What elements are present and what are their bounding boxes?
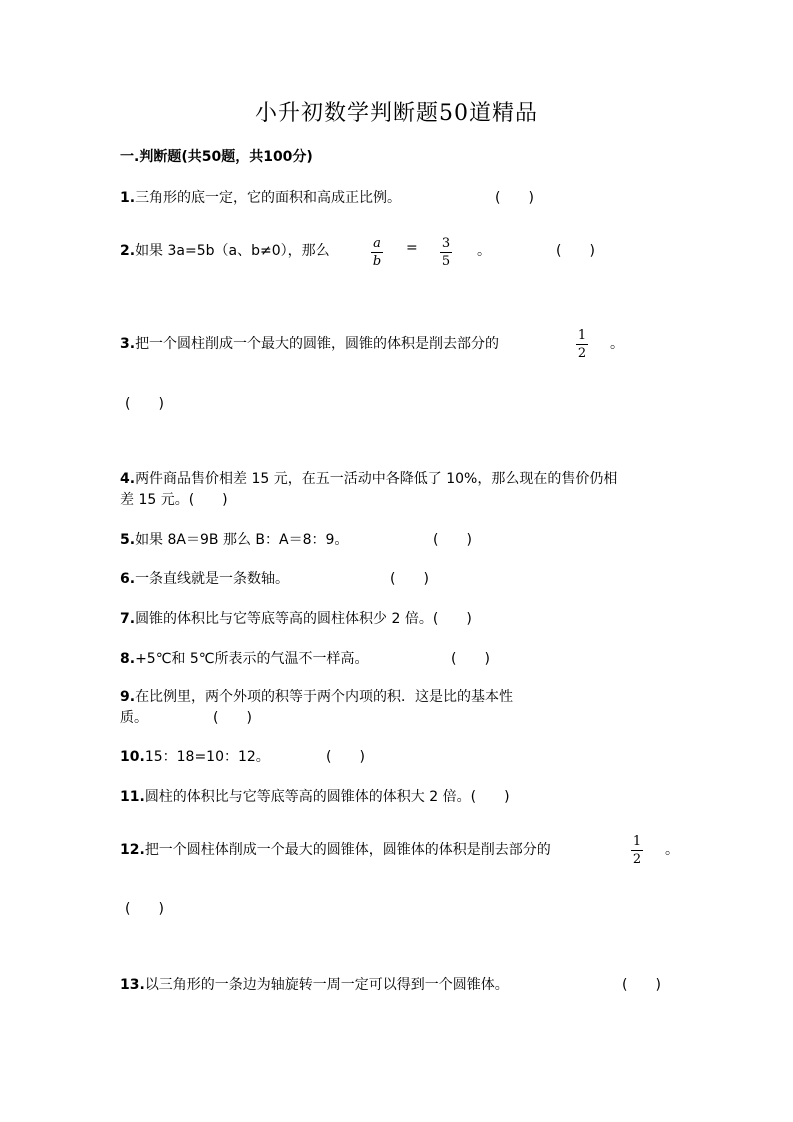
question-5 (120, 529, 348, 549)
answer-parentheses[interactable]: ( ) (213, 710, 252, 726)
question-text: 15：18=10：12。 (144, 749, 270, 765)
question-text: 把一个圆柱体削成一个最大的圆锥体，圆锥体的体积是削去部分的 (144, 842, 551, 858)
question-number: 6. (120, 571, 136, 587)
answer-parentheses[interactable]: ( ) (433, 532, 472, 548)
fraction-numerator: a (373, 236, 381, 251)
question-text: 以三角形的一条边为轴旋转一周一定可以得到一个圆锥体。 (144, 977, 509, 993)
question-number: 9. (120, 689, 136, 705)
question-1 (120, 187, 401, 207)
section-heading: 一.判断题(共50题，共100分) (120, 149, 313, 165)
question-text: 三角形的底一定，它的面积和高成正比例。 (135, 190, 402, 206)
question-text: 两件商品售价相差 15 元，在五一活动中各降低了 10%，那么现在的售价仍相 (135, 471, 618, 487)
question-2 (120, 240, 330, 260)
question-tail: 。 (665, 842, 679, 858)
question-number: 10. (120, 749, 145, 765)
question-number: 8. (120, 651, 136, 667)
question-tail: 。 (477, 243, 491, 259)
answer-parentheses[interactable]: ( ) (125, 396, 164, 412)
fraction-1-over-2 (576, 328, 588, 361)
question-number: 3. (120, 336, 136, 352)
fraction-a-over-b (371, 236, 383, 269)
page-title: 小升初数学判断题50道精品 (255, 101, 538, 126)
question-number: 7. (120, 611, 136, 627)
answer-parentheses[interactable]: ( ) (622, 977, 661, 993)
fraction-denominator: 2 (632, 852, 642, 867)
fraction-numerator: 1 (577, 328, 587, 343)
answer-parentheses[interactable]: ( ) (451, 651, 490, 667)
fraction-3-over-5 (440, 236, 452, 269)
question-number: 13. (120, 977, 145, 993)
answer-parentheses[interactable]: ( ) (326, 749, 365, 765)
question-9-continued: 质。 (120, 710, 148, 726)
question-text: +5℃和 5℃所表示的气温不一样高。 (135, 651, 369, 667)
question-tail: 。 (610, 336, 624, 352)
fraction-denominator: 2 (577, 346, 587, 361)
answer-parentheses[interactable]: ( ) (390, 571, 429, 587)
question-number: 1. (120, 190, 136, 206)
question-text: 如果 8A＝9B 那么 B：A＝8：9。 (135, 532, 349, 548)
fraction-denominator: b (372, 254, 382, 269)
question-text: 圆锥的体积比与它等底等高的圆柱体积少 2 倍。( ) (135, 611, 472, 627)
question-12 (120, 839, 551, 859)
answer-parentheses[interactable]: ( ) (495, 190, 534, 206)
fraction-numerator: 3 (441, 236, 451, 251)
question-number: 4. (120, 471, 136, 487)
answer-parentheses[interactable]: ( ) (556, 243, 595, 259)
question-number: 2. (120, 243, 136, 259)
answer-parentheses[interactable]: ( ) (125, 901, 164, 917)
question-13 (120, 974, 509, 994)
question-text: 圆柱的体积比与它等底等高的圆锥体的体积大 2 倍。( ) (144, 789, 510, 805)
fraction-denominator: 5 (441, 254, 451, 269)
question-text: 把一个圆柱削成一个最大的圆锥，圆锥的体积是削去部分的 (135, 336, 500, 352)
question-number: 11. (120, 789, 145, 805)
question-text: 一条直线就是一条数轴。 (135, 571, 290, 587)
question-text: 如果 3a=5b（a、b≠0），那么 (135, 243, 330, 259)
question-3 (120, 333, 499, 353)
fraction-numerator: 1 (632, 834, 642, 849)
question-number: 12. (120, 842, 145, 858)
question-6 (120, 568, 289, 588)
question-10 (120, 746, 270, 766)
fraction-1-over-2 (631, 834, 643, 867)
question-9 (120, 686, 513, 706)
question-8 (120, 648, 369, 668)
question-11 (120, 786, 510, 806)
question-text: 在比例里，两个外项的积等于两个内项的积．这是比的基本性 (135, 689, 514, 705)
question-4 (120, 468, 617, 488)
equals-sign: = (406, 240, 418, 256)
question-number: 5. (120, 532, 136, 548)
question-4-continued: 差 15 元。( ) (120, 492, 228, 508)
question-7 (120, 608, 472, 628)
